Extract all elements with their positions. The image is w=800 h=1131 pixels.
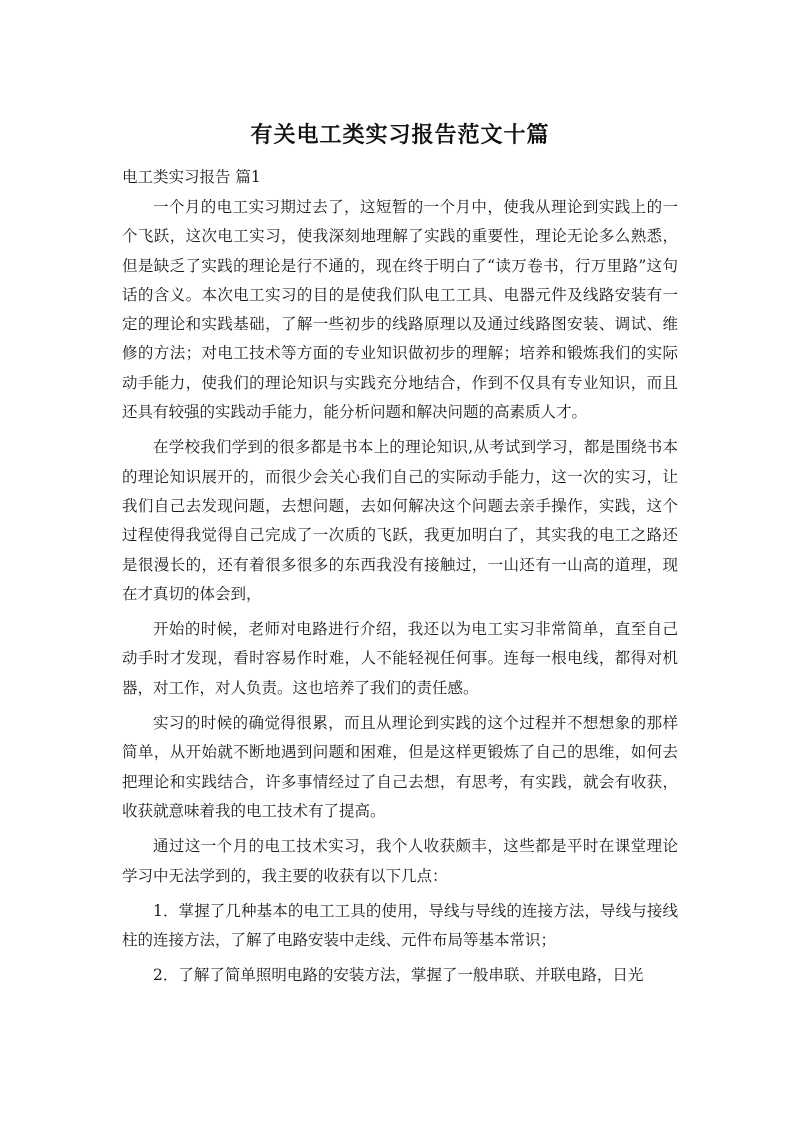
- paragraph: 开始的时候，老师对电路进行介绍，我还以为电工实习非常简单，直至自己动手时才发现，看时容易作时难，人不能轻视任何事。连每一根电线，都得对机器，对工作，对人负责。这也培养了我们的责任感。: [122, 620, 678, 697]
- paragraph: 一个月的电工实习期过去了，这短暂的一个月中，使我从理论到实践上的一个飞跃，这次电工实习，使我深刻地理解了实践的重要性，理论无论多么熟悉，但是缺乏了实践的理论是行不通的，现在终于明白了“读万卷书，行万里路”这句话的含义。本次电工实习的目的是使我们队电工工具、电器元件及线路安装有一定的理论和实践基础，了解一些初步的线路原理以及通过线路图安装、调试、维修的方法；对电工技术等方面的专业知识做初步的理解；培养和锻炼我们的实际动手能力，使我们的理论知识与实践充分地结合，作到不仅具有专业知识，而且还具有较强的实践动手能力，能分析问题和解决问题的高素质人才。: [122, 198, 678, 422]
- list-item: 1．掌握了几种基本的电工工具的使用，导线与导线的连接方法，导线与接线柱的连接方法，了解了电路安装中走线、元件布局等基本常识；: [122, 901, 678, 950]
- section-heading: 电工类实习报告 篇1: [122, 168, 261, 186]
- document-body: [122, 193, 678, 997]
- paragraph: 实习的时候的确觉得很累，而且从理论到实践的这个过程并不想想象的那样简单，从开始就不断地遇到问题和困难，但是这样更锻炼了自己的思维，如何去把理论和实践结合，许多事情经过了自己去想，有思考，有实践，就会有收获，收获就意味着我的电工技术有了提高。: [122, 714, 678, 820]
- paragraph: 通过这一个月的电工技术实习，我个人收获颇丰，这些都是平时在课堂理论学习中无法学到的，我主要的收获有以下几点：: [122, 837, 678, 885]
- paragraph: 在学校我们学到的很多都是书本上的理论知识,从考试到学习，都是围绕书本的理论知识展开的，而很少会关心我们自己的实际动手能力，这一次的实习，让我们自己去发现问题，去想问题，去如何解决这个问题去亲手操作，实践，这个过程使得我觉得自己完成了一次质的飞跃，我更加明白了，其实我的电工之路还是很漫长的，还有着很多很多的东西我没有接触过，一山还有一山高的道理，现在才真切的体会到，: [122, 438, 678, 603]
- document-title: 有关电工类实习报告范文十篇: [250, 123, 550, 148]
- list-item: 2．了解了简单照明电路的安装方法，掌握了一般串联、并联电路，日光: [153, 966, 644, 985]
